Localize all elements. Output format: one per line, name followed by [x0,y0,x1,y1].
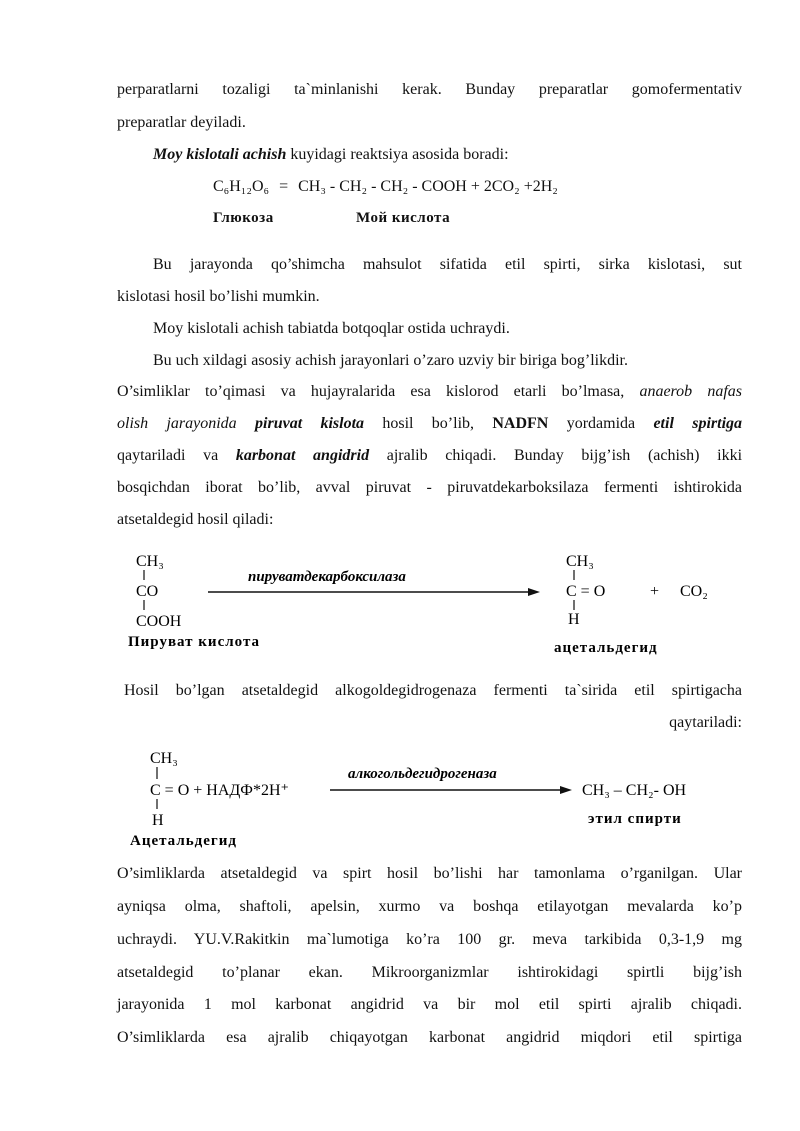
pyruvate-decarboxylation-diagram [120,548,740,660]
text-span: qaytariladi va [117,447,236,464]
text-span: kuyidagi reaktsiya asosida boradi: [286,146,509,163]
arrow-head-icon [560,786,572,794]
text-span: olish jarayonida [117,415,237,432]
paragraph-line: kislotasi hosil bo’lishi mumkin. [117,288,320,305]
equals-sign: = [279,178,289,195]
text-span: yordamida [548,415,654,432]
paragraph-line: preparatlar deyiladi. [117,114,246,131]
paragraph-line: uchraydi. YU.V.Rakitkin ma`lumotiga ko’ra 100 gr. meva tarkibida 0,3-1,9 mg [117,931,742,948]
paragraph-line: Hosil bo’lgan atsetaldegid alkogoldegidrogenaza fermenti ta`sirida etil spirtigacha [124,682,742,699]
acetaldehyde-label: Ацетальдегид [130,833,237,849]
alcohol-dehydrogenase-diagram [120,745,740,850]
term-moy-kislotali-achish: Moy kislotali achish [153,146,287,163]
acetaldehyde-label: ацетальдегид [554,640,658,656]
paragraph-line: qaytariladi: [669,714,742,731]
glucose-formula: C₆H₁₂O₆ [213,178,270,195]
co2-formula: CO₂ [680,583,708,600]
cooh-group: COOH [136,613,182,630]
ethanol-label: этил спирти [588,811,682,827]
term-anaerob: anaerob nafas [639,383,742,400]
enzyme-label: алкогольдегидрогеназа [348,766,497,782]
paragraph-line [117,446,742,466]
paragraph-line: O’simliklarda atsetaldegid va spirt hosil bo’lishi har tamonlama o’rganilgan. Ular [117,865,742,882]
paragraph-line: Bu uch xildagi asosiy achish jarayonlari o’zaro uzviy bir biriga bog’likdir. [153,352,628,369]
paragraph-line [117,382,742,402]
paragraph-line: ayniqsa olma, shaftoli, apelsin, xurmo va boshqa etilayotgan mevalarda ko’p [117,898,742,915]
paragraph-line: bosqichdan iborat bo’lib, avval piruvat - piruvatdekarboksilaza fermenti ishtirokida [117,479,742,496]
product-ch3-group: CH₃ [566,553,594,570]
term-nadfn: NADFN [492,415,549,432]
reaction-equation [213,177,633,197]
hydrogen-atom: H [568,611,580,628]
co-group: CO [136,583,159,600]
butyric-acid-formula: CH₃ - CH₂ - CH₂ - COOH + 2CO₂ +2H₂ [298,178,558,195]
paragraph-line [153,145,742,165]
term-etil-spirtiga: etil spirtiga [653,415,743,432]
paragraph-line: atsetaldegid to’planar ekan. Mikroorganizmlar ishtirokidagi spirtli bijg’ish [117,964,742,981]
enzyme-label: пируватдекарбоксилаза [248,569,406,585]
butyric-acid-label: Мой кислота [356,210,451,226]
paragraph-line: perparatlarni tozaligi ta`minlanishi kerak. Bunday preparatlar gomofermentativ [117,81,742,98]
carbonyl-nadph: C = O + НАДФ*2H⁺ [150,782,289,799]
term-karbonat-angidrid: karbonat angidrid [235,447,370,464]
paragraph-line: jarayonida 1 mol karbonat angidrid va bir mol etil spirti ajralib chiqadi. [117,996,742,1013]
text-span: hosil bo’lib, [364,415,493,432]
glucose-label: Глюкоза [213,210,274,226]
ethanol-formula: CH₃ – CH₂- OH [582,782,687,799]
ch3-group: CH₃ [150,750,178,767]
arrow-head-icon [528,588,540,596]
product-carbonyl: C = O [566,583,606,600]
paragraph-line [117,414,742,434]
hydrogen-atom: H [152,812,164,829]
paragraph-line: O’simliklarda esa ajralib chiqayotgan karbonat angidrid miqdori etil spirtiga [117,1029,742,1046]
text-span: ajralib chiqadi. Bunday bijg’ish (achish) ikki [369,447,743,464]
term-piruvat-kislota: piruvat kislota [255,415,365,432]
pyruvate-label: Пируват кислота [128,634,260,650]
paragraph-line: Moy kislotali achish tabiatda botqoqlar ostida uchraydi. [153,320,510,337]
ch3-group: CH₃ [136,553,164,570]
paragraph-line: atsetaldegid hosil qiladi: [117,511,274,528]
paragraph-line: Bu jarayonda qo’shimcha mahsulot sifatida etil spirti, sirka kislotasi, sut [153,256,742,273]
text-span: O’simliklar to’qimasi va hujayralarida esa kislorod etarli bo’lmasa, [117,383,640,400]
plus-sign: + [650,583,660,600]
